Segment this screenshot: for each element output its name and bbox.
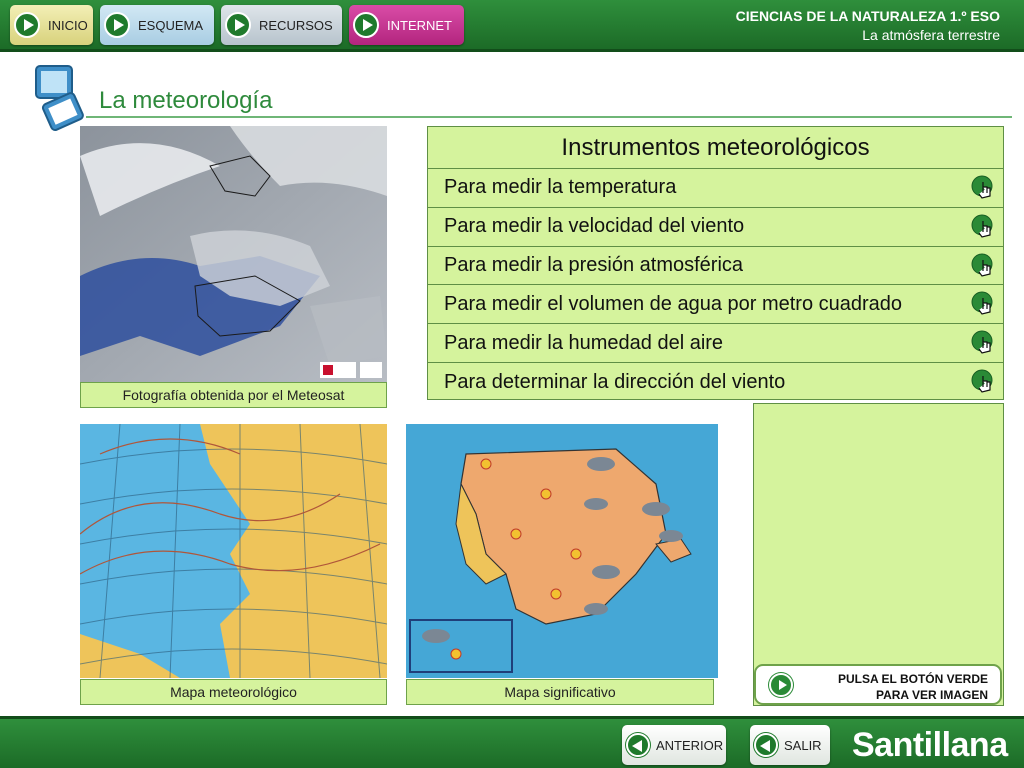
page-title: La meteorología	[99, 87, 273, 114]
anterior-label: ANTERIOR	[656, 737, 724, 753]
significant-map-caption: Mapa significativo	[406, 679, 714, 705]
play-icon	[225, 12, 251, 38]
inicio-label: INICIO	[48, 17, 88, 33]
brand-logo: Santillana	[852, 726, 1008, 764]
recursos-label: RECURSOS	[259, 17, 333, 33]
anterior-button[interactable]	[622, 725, 726, 765]
esquema-label: ESQUEMA	[138, 17, 204, 33]
hand-pointer-icon[interactable]	[971, 253, 997, 279]
instruments-panel	[427, 126, 1004, 400]
meteosat-caption: Fotografía obtenida por el Meteosat	[80, 382, 387, 408]
play-icon	[104, 12, 130, 38]
weather-map-caption: Mapa meteorológico	[80, 679, 387, 705]
instrument-label: Para determinar la dirección del viento	[444, 370, 786, 393]
instrument-label: Para medir la velocidad del viento	[444, 215, 745, 238]
hand-pointer-icon[interactable]	[971, 369, 997, 395]
hint-line-1: PULSA EL BOTÓN VERDE	[837, 672, 988, 686]
hint-box	[754, 664, 1002, 705]
instrument-label: Para medir la humedad del aire	[444, 331, 724, 354]
hand-pointer-icon[interactable]	[971, 330, 997, 356]
instruments-title: Instrumentos meteorológicos	[428, 127, 1003, 169]
top-bar	[0, 0, 1024, 52]
back-arrow-icon	[754, 733, 778, 757]
meteosat-image	[80, 126, 387, 382]
instrument-row-rain-volume[interactable]	[428, 285, 1003, 324]
hand-pointer-icon[interactable]	[971, 175, 997, 201]
hint-line-2: PARA VER IMAGEN	[875, 688, 988, 702]
image-viewer-panel	[753, 403, 1004, 706]
instrument-label: Para medir la presión atmosférica	[444, 253, 744, 276]
play-icon	[353, 12, 379, 38]
bottom-bar	[0, 716, 1024, 768]
significant-map-image	[406, 424, 718, 678]
salir-label: SALIR	[784, 737, 822, 753]
esquema-button[interactable]	[100, 5, 214, 45]
recursos-button[interactable]	[221, 5, 342, 45]
title-divider	[86, 116, 1012, 118]
inicio-button[interactable]	[10, 5, 93, 45]
hand-pointer-icon[interactable]	[971, 214, 997, 240]
instrument-row-pressure[interactable]	[428, 247, 1003, 286]
play-icon	[14, 12, 40, 38]
course-subtitle: La atmósfera terrestre	[862, 27, 1000, 43]
hint-text	[838, 671, 988, 703]
internet-label: INTERNET	[387, 17, 452, 33]
back-arrow-icon	[626, 733, 650, 757]
course-title: CIENCIAS DE LA NATURALEZA 1.º ESO	[735, 8, 1000, 24]
salir-button[interactable]	[750, 725, 830, 765]
weather-map-image	[80, 424, 387, 678]
hand-pointer-icon[interactable]	[971, 291, 997, 317]
internet-button[interactable]	[349, 5, 464, 45]
instrument-row-wind-speed[interactable]	[428, 208, 1003, 247]
instrument-row-temperature[interactable]	[428, 169, 1003, 208]
instrument-row-humidity[interactable]	[428, 324, 1003, 363]
play-icon	[769, 673, 793, 697]
instrument-label: Para medir el volumen de agua por metro cuadrado	[444, 292, 903, 315]
instrument-label: Para medir la temperatura	[444, 176, 677, 199]
monitor-icon	[32, 64, 86, 132]
instrument-row-wind-direction[interactable]	[428, 363, 1003, 402]
